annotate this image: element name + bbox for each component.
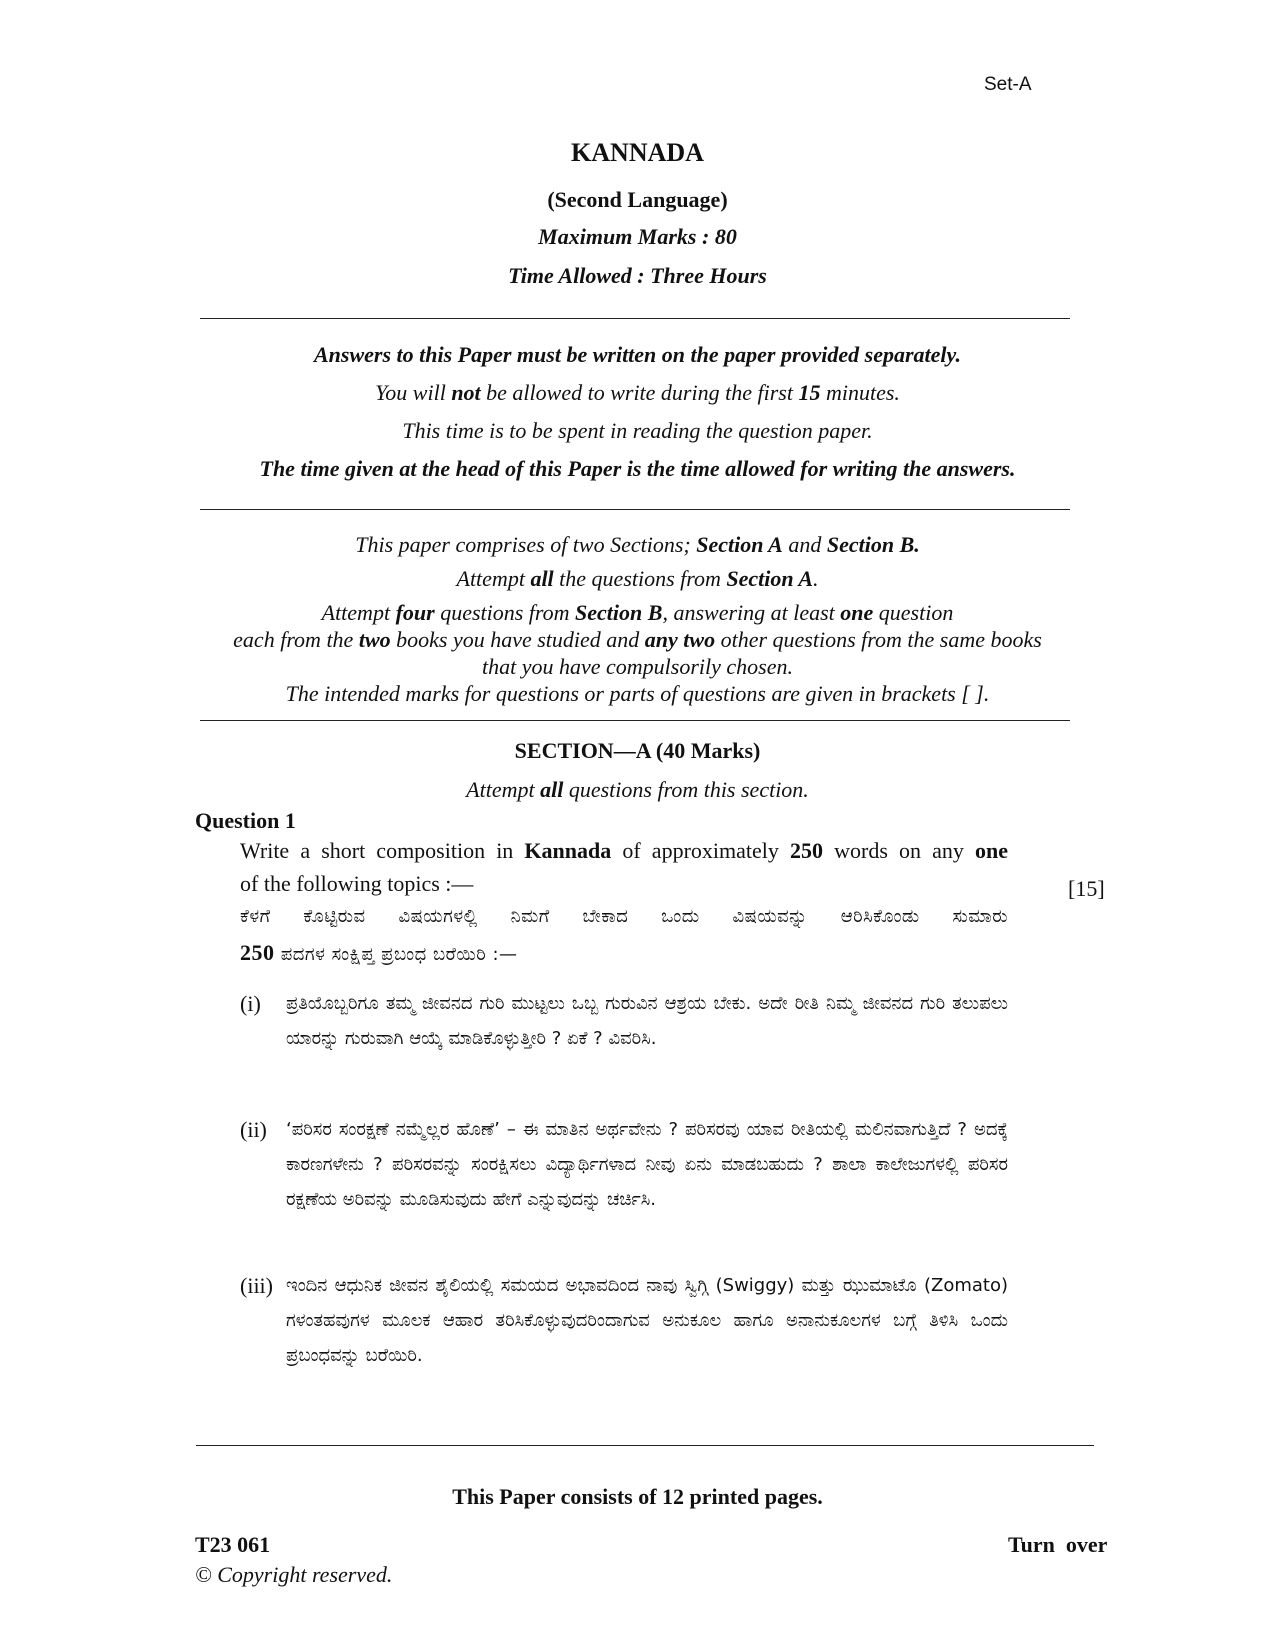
structure-section-a: Attempt all the questions from Section A. [456, 566, 819, 591]
question-1-prompt-kn-2: 250 ಪದಗಳ ಸಂಕ್ಷಿಪ್ತ ಪ್ರಬಂಧ ಬರೆಯಿರಿ :— [240, 940, 518, 965]
topic-number: (iii) [240, 1273, 273, 1298]
instruction-reading-purpose: This time is to be spent in reading the question paper. [402, 418, 873, 443]
divider-3 [200, 720, 1070, 721]
instruction-answers: Answers to this Paper must be written on the paper provided separately. [314, 342, 961, 367]
topic-text: ಪ್ರತಿಯೊಬ್ಬರಿಗೂ ತಮ್ಮ ಜೀವನದ ಗುರಿ ಮುಟ್ಟಲು ಒಬ್ಬ ಗುರುವಿನ ಆಶ್ರಯ ಬೇಕು. ಅದೇ ರೀತಿ ನಿಮ್ಮ ಜೀವನದ ಗುರಿ ತಲುಪಲು ಯಾರನ್ನು ಗುರುವಾಗಿ ಆಯ್ಕೆ ಮಾಡಿಕೊಳ್ಳುತ್ತೀರಿ ? ಏಕೆ ? ವಿವರಿಸಿ. [286, 993, 1008, 1049]
language-subtitle: (Second Language) [547, 187, 728, 212]
section-a-heading: SECTION—A (40 Marks) [514, 738, 761, 763]
structure-sections: This paper comprises of two Sections; Section A and Section B. [355, 532, 920, 557]
divider-1 [200, 318, 1070, 319]
time-allowed: Time Allowed : Three Hours [508, 263, 767, 288]
instruction-reading-time: You will not be allowed to write during the first 15 minutes. [375, 380, 900, 405]
max-marks: Maximum Marks : 80 [538, 224, 737, 249]
set-label: Set-A [984, 74, 1032, 95]
subject-title: KANNADA [571, 138, 704, 167]
topic-text: ‘ಪರಿಸರ ಸಂರಕ್ಷಣೆ ನಮ್ಮೆಲ್ಲರ ಹೊಣೆ’ – ಈ ಮಾತಿನ ಅರ್ಥವೇನು ? ಪರಿಸರವು ಯಾವ ರೀತಿಯಲ್ಲಿ ಮಲಿನವಾಗುತ್ತಿದೆ ? ಅದಕ್ಕೆ ಕಾರಣಗಳೇನು ? ಪರಿಸರವನ್ನು ಸಂರಕ್ಷಿಸಲು ವಿದ್ಯಾರ್ಥಿಗಳಾದ ನೀವು ಏನು ಮಾಡಬಹುದು ? ಶಾಲಾ ಕಾಲೇಜುಗಳಲ್ಲಿ ಪರಿಸರ ರಕ್ಷಣೆಯ ಅರಿವನ್ನು ಮೂಡಿಸುವುದು ಹೇಗೆ ಎನ್ನುವುದನ್ನು ಚರ್ಚಿಸಿ. [286, 1119, 1008, 1210]
footer-divider [196, 1445, 1094, 1446]
structure-section-b-2: each from the two books you have studied and any two other questions from the same books [233, 627, 1042, 652]
structure-marks-note: The intended marks for questions or parts of questions are given in brackets [ ]. [285, 681, 990, 706]
topic-ii [240, 1112, 1008, 1254]
divider-2 [200, 509, 1070, 510]
structure-section-b-1: Attempt four questions from Section B, answering at least one question [321, 600, 954, 625]
structure-section-b-3: that you have compulsorily chosen. [482, 654, 793, 679]
question-1-prompt-en: Write a short composition in Kannada of approximately 250 words on any one [240, 838, 1008, 863]
question-1-label: Question 1 [195, 808, 296, 833]
instruction-writing-time: The time given at the head of this Paper is the time allowed for writing the answers. [259, 456, 1016, 481]
topic-number: (ii) [240, 1117, 267, 1142]
copyright-note: © Copyright reserved. [195, 1562, 393, 1587]
topic-i [240, 986, 1008, 1094]
page-count-note: This Paper consists of 12 printed pages. [452, 1484, 823, 1509]
paper-code: T23 061 [195, 1532, 271, 1557]
topic-iii [240, 1268, 1008, 1410]
question-1-prompt-kn: ಕೆಳಗೆ ಕೊಟ್ಟಿರುವ ವಿಷಯಗಳಲ್ಲಿ ನಿಮಗೆ ಬೇಕಾದ ಒಂದು ವಿಷಯವನ್ನು ಆರಿಸಿಕೊಂಡು ಸುಮಾರು [240, 906, 1008, 927]
topic-number: (i) [240, 991, 261, 1016]
question-1-prompt-en-2: of the following topics :— [240, 871, 474, 896]
topic-text: ಇಂದಿನ ಆಧುನಿಕ ಜೀವನ ಶೈಲಿಯಲ್ಲಿ ಸಮಯದ ಅಭಾವದಿಂದ ನಾವು ಸ್ವಿಗ್ಗಿ (Swiggy) ಮತ್ತು ಝುಮಾಟೊ (Zomato) ಗಳಂತಹವುಗಳ ಮೂಲಕ ಆಹಾರ ತರಿಸಿಕೊಳ್ಳುವುದರಿಂದಾಗುವ ಅನುಕೂಲ ಹಾಗೂ ಅನಾನುಕೂಲಗಳ ಬಗ್ಗೆ ತಿಳಿಸಿ ಒಂದು ಪ್ರಬಂಧವನ್ನು ಬರೆಯಿರಿ. [286, 1275, 1008, 1366]
section-a-instruction: Attempt all questions from this section. [466, 777, 809, 802]
turn-over: Turn over [1008, 1532, 1108, 1557]
question-1-marks: [15] [1068, 876, 1105, 901]
